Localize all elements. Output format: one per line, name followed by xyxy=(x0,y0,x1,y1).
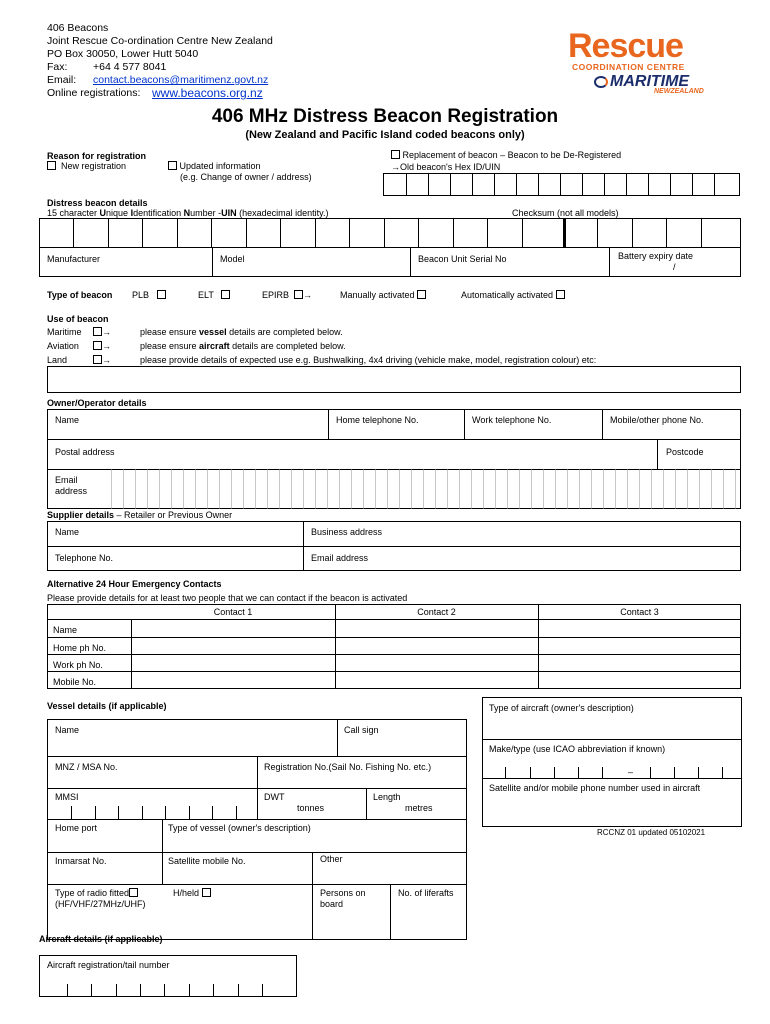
owner-email-label-2: address xyxy=(55,486,88,496)
page-title: 406 MHz Distress Beacon Registration xyxy=(211,106,559,127)
use-land-label: Land xyxy=(47,355,68,365)
auto-checkbox[interactable] xyxy=(556,290,565,299)
aircraft-reg-label: Aircraft registration/tail number xyxy=(47,960,170,970)
vessel-type-label: Type of vessel (owner's description) xyxy=(168,823,311,833)
owner-email-field[interactable] xyxy=(100,469,741,509)
contacts-row-work: Work ph No. xyxy=(53,660,103,670)
use-aviation-label: Aviation xyxy=(47,341,79,351)
owner-work-tel-label: Work telephone No. xyxy=(472,415,552,425)
arrow-right-icon: → xyxy=(102,341,111,351)
logo-rescue-text: Rescue xyxy=(568,27,683,65)
reason-replacement xyxy=(391,150,621,161)
vessel-hheld-label: H/held xyxy=(173,888,211,899)
logo-maritime-text: MARITIME xyxy=(610,73,690,90)
vessel-homeport-label: Home port xyxy=(55,823,98,833)
fax-value: +64 4 577 8041 xyxy=(93,61,167,73)
arrow-right-icon: → xyxy=(303,290,313,300)
reason-heading: Reason for registration xyxy=(47,151,147,161)
battery-label: Battery expiry date xyxy=(618,251,694,261)
contact1-header: Contact 1 xyxy=(213,607,253,617)
uin-field[interactable] xyxy=(39,218,741,248)
reason-new xyxy=(47,161,126,172)
arrow-right-icon: → xyxy=(102,327,111,337)
vessel-satmobile-label: Satellite mobile No. xyxy=(168,856,246,866)
new-registration-label: New registration xyxy=(61,161,127,171)
contact2-header: Contact 2 xyxy=(417,607,456,617)
header-line2: Joint Rescue Co-ordination Centre New Zealand xyxy=(47,35,273,47)
vessel-callsign-label: Call sign xyxy=(344,725,379,735)
logo-newzealand-text: NEWZEALAND xyxy=(654,88,704,95)
arrow-right-icon: → xyxy=(391,162,400,172)
aircraft-type-label: Type of aircraft (owner's description) xyxy=(489,703,634,713)
epirb-checkbox[interactable] xyxy=(294,290,303,299)
vessel-metres-label: metres xyxy=(405,803,433,813)
elt-checkbox[interactable] xyxy=(221,290,230,299)
old-hex-label: →Old beacon's Hex ID/UIN xyxy=(391,162,501,172)
arrow-right-icon: → xyxy=(102,355,111,365)
vessel-mmsi-label: MMSI xyxy=(55,792,79,802)
type-elt: ELT xyxy=(198,290,230,301)
form-code: RCCNZ 01 updated 05102021 xyxy=(597,828,706,837)
vessel-dwt-label: DWT xyxy=(264,792,285,802)
header-line1: 406 Beacons xyxy=(47,22,109,34)
aircraft-heading: Aircraft details (if applicable) xyxy=(39,934,163,944)
aircraft-make-dash: – xyxy=(628,767,634,777)
use-heading: Use of beacon xyxy=(47,314,109,324)
contacts-row-name: Name xyxy=(53,625,78,635)
online-label: Online registrations: xyxy=(47,87,141,99)
type-label: Type of beacon xyxy=(47,290,113,300)
owner-mobile-label: Mobile/other phone No. xyxy=(610,415,704,425)
logo-coordination-text: COORDINATION CENTRE xyxy=(572,62,685,72)
type-epirb: EPIRB → xyxy=(262,290,313,300)
vessel-registration-label: Registration No.(Sail No. Fishing No. etc.) xyxy=(264,762,432,772)
vessel-other-label: Other xyxy=(320,854,343,864)
aircraft-make-label: Make/type (use ICAO abbreviation if known) xyxy=(489,744,666,754)
contact3-header: Contact 3 xyxy=(620,607,659,617)
old-hex-field[interactable] xyxy=(383,173,740,196)
land-use-field[interactable] xyxy=(47,366,741,393)
use-aviation-box xyxy=(93,341,111,352)
owner-heading: Owner/Operator details xyxy=(47,398,147,408)
new-registration-checkbox[interactable] xyxy=(47,161,56,170)
vessel-name-label: Name xyxy=(55,725,80,735)
plb-checkbox[interactable] xyxy=(157,290,166,299)
checksum-label: Checksum (not all models) xyxy=(512,208,619,218)
rcc-logo xyxy=(568,27,718,95)
owner-name-label: Name xyxy=(55,415,80,425)
supplier-heading: Supplier details – Retailer or Previous Owner xyxy=(47,510,233,520)
vessel-persons-label-2: board xyxy=(320,899,344,909)
maritime-checkbox[interactable] xyxy=(93,327,102,336)
type-manual: Manually activated xyxy=(340,290,426,301)
page-subtitle: (New Zealand and Pacific Island coded beacons only) xyxy=(245,129,525,141)
type-auto: Automatically activated xyxy=(461,290,565,301)
owner-postcode-label: Postcode xyxy=(666,447,704,457)
vessel-tonnes-label: tonnes xyxy=(297,803,325,813)
email-label: Email: xyxy=(47,74,77,86)
use-maritime-note: please ensure vessel details are completed below. xyxy=(140,327,343,337)
header-line3: PO Box 30050, Lower Hutt 5040 xyxy=(47,48,199,60)
use-maritime-box xyxy=(93,327,111,338)
supplier-name-label: Name xyxy=(55,527,80,537)
vessel-radio-label: Type of radio fitted xyxy=(55,888,138,899)
contacts-note: Please provide details for at least two people that we can contact if the beacon is activated xyxy=(47,593,408,603)
maritime-swirl-icon xyxy=(594,76,608,88)
radio-fitted-checkbox[interactable] xyxy=(129,888,138,897)
replacement-label: Replacement of beacon – Beacon to be De-Registered xyxy=(402,150,622,160)
aviation-checkbox[interactable] xyxy=(93,341,102,350)
model-label: Model xyxy=(220,254,245,264)
distress-heading: Distress beacon details xyxy=(47,198,148,208)
vessel-length-label: Length xyxy=(373,792,401,802)
updated-info-label: Updated information xyxy=(179,161,261,171)
updated-info-checkbox[interactable] xyxy=(168,161,177,170)
owner-home-tel-label: Home telephone No. xyxy=(336,415,419,425)
email-link[interactable]: contact.beacons@maritimenz.govt.nz xyxy=(93,74,269,86)
owner-email-label-1: Email xyxy=(55,475,78,485)
land-checkbox[interactable] xyxy=(93,355,102,364)
supplier-email-label: Email address xyxy=(311,553,369,563)
supplier-business-label: Business address xyxy=(311,527,383,537)
owner-postal-label: Postal address xyxy=(55,447,115,457)
online-link[interactable]: www.beacons.org.nz xyxy=(152,86,263,100)
vessel-inmarsat-label: Inmarsat No. xyxy=(55,856,107,866)
contacts-row-mobile: Mobile No. xyxy=(53,677,97,687)
vessel-liferafts-label: No. of liferafts xyxy=(398,888,454,898)
type-plb: PLB xyxy=(132,290,166,301)
use-maritime-label: Maritime xyxy=(47,327,82,337)
battery-slash: / xyxy=(673,262,676,272)
vessel-persons-label-1: Persons on xyxy=(320,888,366,898)
use-aviation-note: please ensure aircraft details are completed below. xyxy=(140,341,346,351)
contacts-heading: Alternative 24 Hour Emergency Contacts xyxy=(47,579,222,589)
replacement-checkbox[interactable] xyxy=(391,150,400,159)
serial-label: Beacon Unit Serial No xyxy=(418,254,507,264)
reason-updated-note: (e.g. Change of owner / address) xyxy=(180,172,312,182)
vessel-radio-types: (HF/VHF/27MHz/UHF) xyxy=(55,899,146,909)
use-land-note: please provide details of expected use e.g. Bushwalking, 4x4 driving (vehicle make, model, registration colour) etc: xyxy=(140,355,597,365)
contacts-row-home: Home ph No. xyxy=(53,643,107,653)
vessel-heading: Vessel details (if applicable) xyxy=(47,701,167,711)
uin-label: 15 character Unique Identification Number -UIN (hexadecimal identity.) xyxy=(47,208,329,218)
aircraft-side-table xyxy=(482,697,742,827)
fax-label: Fax: xyxy=(47,61,68,73)
aircraft-satellite-label: Satellite and/or mobile phone number used in aircraft xyxy=(489,783,701,793)
hheld-checkbox[interactable] xyxy=(202,888,211,897)
vessel-mnz-label: MNZ / MSA No. xyxy=(55,762,118,772)
supplier-telephone-label: Telephone No. xyxy=(55,553,114,563)
reason-updated xyxy=(168,161,261,172)
use-land-box xyxy=(93,355,111,366)
manufacturer-label: Manufacturer xyxy=(47,254,101,264)
manual-checkbox[interactable] xyxy=(417,290,426,299)
